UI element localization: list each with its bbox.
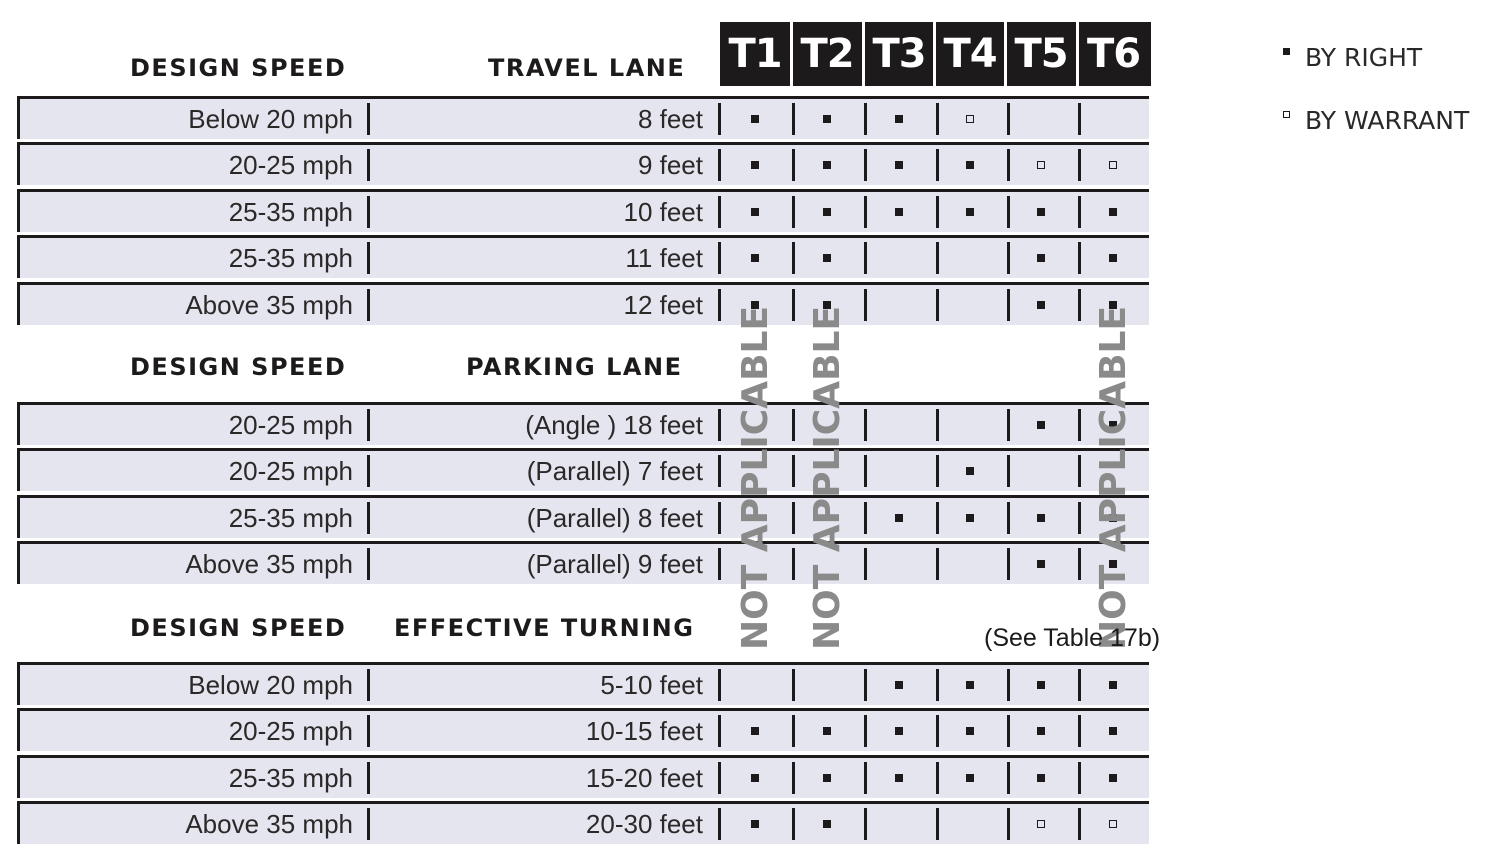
lane-width-cell: 5-10 feet <box>600 670 703 700</box>
by-right-mark-icon <box>1037 254 1045 262</box>
by-warrant-mark-icon <box>1037 161 1045 169</box>
mark-cell-t6 <box>1078 238 1148 278</box>
mark-cell-t5 <box>1006 544 1076 584</box>
legend-by-right <box>1283 44 1422 72</box>
by-right-mark-icon <box>823 774 831 782</box>
mark-cell-t2 <box>792 758 862 798</box>
mark-cell-t5 <box>1006 804 1076 844</box>
table-row <box>17 708 1149 751</box>
mark-cell-t4 <box>935 238 1005 278</box>
mark-cell-t1 <box>720 804 790 844</box>
by-right-mark-icon <box>823 161 831 169</box>
by-right-mark-icon <box>966 774 974 782</box>
mark-cell-t3 <box>864 498 934 538</box>
not-applicable-label-t2: NOT APPLICABLE <box>807 305 848 650</box>
not-applicable-label-t6: NOT APPLICABLE <box>1093 305 1134 650</box>
mark-cell-t6 <box>1078 758 1148 798</box>
column-header-divider <box>790 22 793 86</box>
table-row <box>17 282 1149 325</box>
mark-cell-t3 <box>864 238 934 278</box>
by-right-mark-icon <box>1037 301 1045 309</box>
mark-cell-t3 <box>864 145 934 185</box>
see-table-note: (See Table 17b) <box>984 624 1161 652</box>
design-speed-cell: 20-25 mph <box>228 150 353 180</box>
by-right-mark-icon <box>1037 727 1045 735</box>
column-header-t3: T3 <box>864 22 934 86</box>
mark-cell-t6 <box>1078 711 1148 751</box>
mark-cell-t6 <box>1078 145 1148 185</box>
section-2-lane-header: PARKING LANE <box>466 353 683 381</box>
by-right-mark-icon <box>966 681 974 689</box>
table-row <box>17 142 1149 185</box>
table-row <box>17 755 1149 798</box>
mark-cell-t4 <box>935 145 1005 185</box>
mark-cell-t2 <box>792 99 862 139</box>
section-1-lane-header: TRAVEL LANE <box>488 54 686 82</box>
mark-cell-t4 <box>935 285 1005 325</box>
mark-cell-t3 <box>864 544 934 584</box>
by-right-mark-icon <box>751 254 759 262</box>
column-header-divider <box>1076 22 1079 86</box>
mark-cell-t1 <box>720 99 790 139</box>
table-row <box>17 541 1149 584</box>
lane-width-cell: 9 feet <box>637 150 703 180</box>
mark-cell-t1 <box>720 758 790 798</box>
design-speed-cell: Above 35 mph <box>185 809 353 839</box>
not-applicable-label-t1: NOT APPLICABLE <box>735 305 776 650</box>
by-right-mark-icon <box>1109 208 1117 216</box>
mark-cell-t5 <box>1006 758 1076 798</box>
mark-cell-t3 <box>864 451 934 491</box>
table-row <box>17 189 1149 232</box>
mark-cell-t4 <box>935 498 1005 538</box>
by-right-mark-icon <box>966 727 974 735</box>
section-3-lane-header: EFFECTIVE TURNING <box>394 614 695 642</box>
mark-cell-t5 <box>1006 145 1076 185</box>
column-header-divider <box>1004 22 1007 86</box>
lane-width-cell: (Parallel) 7 feet <box>526 456 703 486</box>
column-header-t2: T2 <box>792 22 862 86</box>
table-row <box>17 448 1149 491</box>
mark-cell-t1 <box>720 665 790 705</box>
row-divider <box>367 669 370 701</box>
mark-cell-t2 <box>792 804 862 844</box>
by-warrant-mark-icon <box>1109 161 1117 169</box>
section-3-speed-header: DESIGN SPEED <box>130 614 347 642</box>
design-speed-cell: Below 20 mph <box>188 670 353 700</box>
section-2-speed-header: DESIGN SPEED <box>130 353 347 381</box>
mark-cell-t4 <box>935 192 1005 232</box>
table-row <box>17 96 1149 139</box>
mark-cell-t5 <box>1006 285 1076 325</box>
by-right-mark-icon <box>966 467 974 475</box>
mark-cell-t3 <box>864 711 934 751</box>
by-right-mark-icon <box>1109 254 1117 262</box>
mark-cell-t1 <box>720 238 790 278</box>
lane-width-cell: 10-15 feet <box>585 716 703 746</box>
mark-cell-t3 <box>864 758 934 798</box>
by-right-mark-icon <box>1037 208 1045 216</box>
mark-cell-t4 <box>935 758 1005 798</box>
by-right-mark-icon <box>895 774 903 782</box>
by-right-mark-icon <box>1037 421 1045 429</box>
design-speed-cell: 20-25 mph <box>228 716 353 746</box>
row-divider <box>367 808 370 840</box>
column-header-t1: T1 <box>720 22 790 86</box>
design-speed-cell: 25-35 mph <box>228 243 353 273</box>
mark-cell-t3 <box>864 192 934 232</box>
mark-cell-t4 <box>935 804 1005 844</box>
mark-cell-t2 <box>792 711 862 751</box>
column-header-t4: T4 <box>935 22 1005 86</box>
legend-by-warrant <box>1283 107 1469 135</box>
by-right-mark-icon <box>1109 727 1117 735</box>
by-right-mark-icon <box>1109 774 1117 782</box>
mark-cell-t5 <box>1006 192 1076 232</box>
mark-cell-t6 <box>1078 99 1148 139</box>
mark-cell-t2 <box>792 192 862 232</box>
by-warrant-mark-icon <box>1037 820 1045 828</box>
by-right-mark-icon <box>751 161 759 169</box>
table-row <box>17 402 1149 445</box>
by-right-mark-icon <box>895 514 903 522</box>
row-divider <box>367 502 370 534</box>
mark-cell-t5 <box>1006 711 1076 751</box>
mark-cell-t3 <box>864 804 934 844</box>
lane-width-cell: (Parallel) 8 feet <box>526 503 703 533</box>
table-row <box>17 801 1149 844</box>
mark-cell-t4 <box>935 99 1005 139</box>
by-right-mark-icon <box>751 208 759 216</box>
by-right-mark-icon <box>966 161 974 169</box>
by-right-mark-icon <box>895 727 903 735</box>
mark-cell-t1 <box>720 711 790 751</box>
row-divider <box>367 196 370 228</box>
column-header-t6: T6 <box>1078 22 1149 86</box>
mark-cell-t2 <box>792 665 862 705</box>
mark-cell-t3 <box>864 405 934 445</box>
row-divider <box>367 715 370 747</box>
table-row <box>17 235 1149 278</box>
hollow-square-icon <box>1283 111 1290 118</box>
mark-cell-t4 <box>935 405 1005 445</box>
by-right-mark-icon <box>751 820 759 828</box>
column-header-divider <box>862 22 865 86</box>
design-speed-cell: 25-35 mph <box>228 763 353 793</box>
design-speed-cell: Above 35 mph <box>185 290 353 320</box>
mark-cell-t4 <box>935 451 1005 491</box>
mark-cell-t4 <box>935 665 1005 705</box>
by-right-mark-icon <box>895 161 903 169</box>
mark-cell-t1 <box>720 192 790 232</box>
by-right-mark-icon <box>1037 514 1045 522</box>
mark-cell-t3 <box>864 99 934 139</box>
by-right-mark-icon <box>1037 774 1045 782</box>
by-right-mark-icon <box>966 514 974 522</box>
row-divider <box>367 455 370 487</box>
table-row <box>17 495 1149 538</box>
mark-cell-t6 <box>1078 665 1148 705</box>
lane-width-cell: 12 feet <box>623 290 703 320</box>
lane-width-cell: (Angle ) 18 feet <box>525 410 703 440</box>
by-right-mark-icon <box>895 208 903 216</box>
section-1-speed-header: DESIGN SPEED <box>130 54 347 82</box>
by-right-mark-icon <box>823 254 831 262</box>
design-speed-cell: 25-35 mph <box>228 503 353 533</box>
mark-cell-t1 <box>720 145 790 185</box>
by-right-mark-icon <box>895 681 903 689</box>
mark-cell-t6 <box>1078 804 1148 844</box>
lane-width-cell: 20-30 feet <box>585 809 703 839</box>
mark-cell-t5 <box>1006 99 1076 139</box>
mark-cell-t5 <box>1006 665 1076 705</box>
mark-cell-t4 <box>935 711 1005 751</box>
design-speed-cell: 20-25 mph <box>228 456 353 486</box>
legend-by-right-label: BY RIGHT <box>1305 43 1423 72</box>
design-speed-cell: 25-35 mph <box>228 197 353 227</box>
by-right-mark-icon <box>751 774 759 782</box>
lane-width-cell: 11 feet <box>625 243 703 273</box>
by-warrant-mark-icon <box>1109 820 1117 828</box>
by-right-mark-icon <box>1109 681 1117 689</box>
by-right-mark-icon <box>1037 560 1045 568</box>
mark-cell-t2 <box>792 238 862 278</box>
by-right-mark-icon <box>823 727 831 735</box>
column-header-t5: T5 <box>1006 22 1076 86</box>
by-right-mark-icon <box>751 727 759 735</box>
by-right-mark-icon <box>751 115 759 123</box>
by-right-mark-icon <box>823 820 831 828</box>
mark-cell-t5 <box>1006 451 1076 491</box>
row-divider <box>367 762 370 794</box>
mark-cell-t6 <box>1078 192 1148 232</box>
by-right-mark-icon <box>895 115 903 123</box>
mark-cell-t5 <box>1006 405 1076 445</box>
row-divider <box>367 103 370 135</box>
filled-square-icon <box>1283 48 1290 55</box>
design-speed-cell: 20-25 mph <box>228 410 353 440</box>
mark-cell-t5 <box>1006 238 1076 278</box>
mark-cell-t2 <box>792 145 862 185</box>
mark-cell-t3 <box>864 285 934 325</box>
lane-width-cell: 15-20 feet <box>585 763 703 793</box>
table-row <box>17 662 1149 705</box>
mark-cell-t4 <box>935 544 1005 584</box>
by-right-mark-icon <box>966 208 974 216</box>
row-divider <box>367 289 370 321</box>
column-header-divider <box>933 22 936 86</box>
mark-cell-t5 <box>1006 498 1076 538</box>
design-speed-cell: Below 20 mph <box>188 104 353 134</box>
by-warrant-mark-icon <box>966 115 974 123</box>
by-right-mark-icon <box>823 115 831 123</box>
mark-cell-t3 <box>864 665 934 705</box>
lane-width-cell: (Parallel) 9 feet <box>526 549 703 579</box>
row-divider <box>367 409 370 441</box>
by-right-mark-icon <box>823 208 831 216</box>
column-header-divider <box>1148 22 1151 86</box>
lane-width-cell: 10 feet <box>623 197 703 227</box>
row-divider <box>367 548 370 580</box>
row-divider <box>367 149 370 181</box>
lane-width-cell: 8 feet <box>637 104 703 134</box>
legend-by-warrant-label: BY WARRANT <box>1305 106 1470 135</box>
by-right-mark-icon <box>1037 681 1045 689</box>
row-divider <box>367 242 370 274</box>
design-speed-cell: Above 35 mph <box>185 549 353 579</box>
